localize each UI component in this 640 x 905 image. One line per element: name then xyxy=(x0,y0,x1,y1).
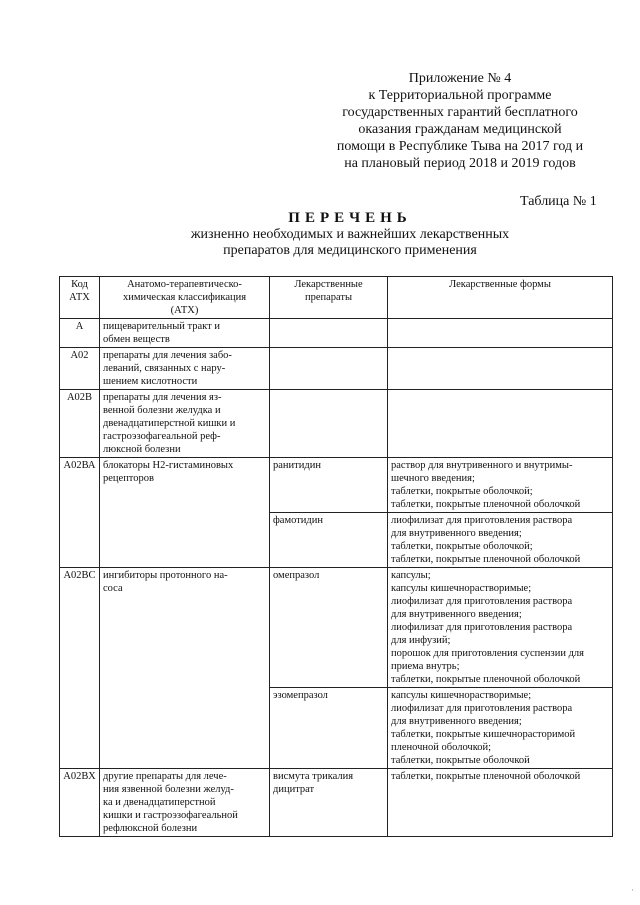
drug-name xyxy=(270,348,388,390)
drug-name-line: ранитидин xyxy=(273,460,321,471)
dosage-forms-line: пленочной оболочкой; xyxy=(391,742,492,753)
dosage-forms-line: раствор для внутривенного и внутримы- xyxy=(391,460,573,471)
table-row xyxy=(60,390,613,458)
atx-classification-line: блокаторы Н2-гистаминовых xyxy=(103,460,234,471)
appendix-line: Приложение № 4 xyxy=(408,71,512,86)
dosage-forms xyxy=(388,348,613,390)
appendix-line: к Территориальной программе xyxy=(368,88,552,103)
dosage-forms-line: таблетки, покрытые пленочной оболочкой xyxy=(391,771,581,782)
atx-code: А02В xyxy=(60,390,100,458)
table-row xyxy=(60,568,613,688)
drug-name-line: эзомепразол xyxy=(273,690,328,701)
atx-code: А xyxy=(60,319,100,348)
document-heading xyxy=(160,209,540,259)
drug-name xyxy=(270,458,388,513)
dosage-forms xyxy=(388,688,613,769)
header-text: химическая классификация xyxy=(122,292,247,303)
dosage-forms-line: капсулы; xyxy=(391,570,431,581)
dosage-forms-line: для внутривенного введения; xyxy=(391,528,522,539)
dosage-forms-line: для инфузий; xyxy=(391,635,451,646)
drug-name-line: фамотидин xyxy=(273,515,324,526)
dosage-forms-line: таблетки, покрытые оболочкой; xyxy=(391,486,533,497)
dosage-forms xyxy=(388,458,613,513)
dosage-forms-line: порошок для приготовления суспензии для xyxy=(391,648,584,659)
atx-classification-line: леваний, связанных с нару- xyxy=(103,363,226,374)
dosage-forms xyxy=(388,319,613,348)
appendix-line: помощи в Республике Тыва на 2017 год и xyxy=(336,139,584,154)
dosage-forms-line: для внутривенного введения; xyxy=(391,716,522,727)
dosage-forms-line: для внутривенного введения; xyxy=(391,609,522,620)
header-text: препараты xyxy=(304,292,353,303)
dosage-forms-line: лиофилизат для приготовления раствора xyxy=(391,515,573,526)
table-header-row xyxy=(60,277,613,319)
atx-classification xyxy=(100,319,270,348)
atx-classification-line: гастроэзофагеальной реф- xyxy=(103,431,221,442)
dosage-forms-line: лиофилизат для приготовления раствора xyxy=(391,703,573,714)
atx-classification-line: соса xyxy=(103,583,123,594)
atx-classification-line: двенадцатиперстной кишки и xyxy=(103,418,236,429)
drug-name xyxy=(270,390,388,458)
header-text: (АТХ) xyxy=(170,305,199,316)
table-row xyxy=(60,348,613,390)
atx-classification xyxy=(100,458,270,568)
drug-name-line: дицитрат xyxy=(273,784,315,795)
dosage-forms-line: лиофилизат для приготовления раствора xyxy=(391,596,573,607)
appendix-line: оказания гражданам медицинской xyxy=(358,122,562,137)
drug-name xyxy=(270,319,388,348)
drug-name-line: омепразол xyxy=(273,570,320,581)
drug-name xyxy=(270,769,388,837)
header-classification xyxy=(100,277,270,319)
dosage-forms xyxy=(388,513,613,568)
atx-classification-line: обмен веществ xyxy=(103,334,170,345)
page-edge-mark: · xyxy=(631,885,634,895)
drug-name xyxy=(270,568,388,688)
dosage-forms-line: таблетки, покрытые пленочной оболочкой xyxy=(391,674,581,685)
header-text: АТХ xyxy=(69,292,90,303)
document-subtitle: жизненно необходимых и важнейших лекарственных xyxy=(190,227,510,242)
atx-classification xyxy=(100,348,270,390)
header-text: Анатомо-терапевтическо- xyxy=(127,279,242,290)
document-title: ПЕРЕЧЕНЬ xyxy=(288,210,412,226)
appendix-line: на плановый период 2018 и 2019 годов xyxy=(344,156,576,171)
drug-list-table xyxy=(59,276,613,837)
appendix-line: государственных гарантий бесплатного xyxy=(342,105,578,120)
atx-classification-line: венной болезни желудка и xyxy=(103,405,221,416)
dosage-forms-line: таблетки, покрытые оболочкой xyxy=(391,755,530,766)
atx-code: А02ВХ xyxy=(60,769,100,837)
dosage-forms-line: таблетки, покрытые оболочкой; xyxy=(391,541,533,552)
dosage-forms-line: капсулы кишечнорастворимые; xyxy=(391,583,532,594)
atx-classification-line: ния язвенной болезни желуд- xyxy=(103,784,234,795)
header-text: Лекарственные формы xyxy=(449,279,551,290)
atx-classification-line: препараты для лечения яз- xyxy=(103,392,222,403)
atx-classification-line: рецепторов xyxy=(103,473,154,484)
dosage-forms-line: лиофилизат для приготовления раствора xyxy=(391,622,573,633)
document-subtitle: препаратов для медицинского применения xyxy=(223,243,477,258)
atx-classification xyxy=(100,568,270,769)
drug-name xyxy=(270,688,388,769)
dosage-forms xyxy=(388,390,613,458)
dosage-forms-line: приема внутрь; xyxy=(391,661,460,672)
drug-name-line: висмута трикалия xyxy=(273,771,354,782)
header-forms xyxy=(388,277,613,319)
header-drugs xyxy=(270,277,388,319)
atx-classification-line: люксной болезни xyxy=(103,444,181,455)
atx-classification-line: ка и двенадцатиперстной xyxy=(103,797,216,808)
atx-code: А02ВС xyxy=(60,568,100,769)
appendix-header xyxy=(300,70,620,172)
table-row xyxy=(60,458,613,513)
atx-code: А02ВА xyxy=(60,458,100,568)
atx-code: А02 xyxy=(60,348,100,390)
table-number: Таблица № 1 xyxy=(520,194,597,209)
atx-classification-line: препараты для лечения забо- xyxy=(103,350,232,361)
dosage-forms-line: таблетки, покрытые пленочной оболочкой xyxy=(391,499,581,510)
atx-classification-line: ингибиторы протонного на- xyxy=(103,570,228,581)
dosage-forms xyxy=(388,568,613,688)
table-row xyxy=(60,319,613,348)
atx-classification xyxy=(100,769,270,837)
atx-classification-line: шением кислотности xyxy=(103,376,198,387)
dosage-forms-line: шечного введения; xyxy=(391,473,475,484)
drug-name xyxy=(270,513,388,568)
atx-classification xyxy=(100,390,270,458)
atx-classification-line: кишки и гастроэзофагеальной xyxy=(103,810,238,821)
atx-classification-line: другие препараты для лече- xyxy=(103,771,227,782)
dosage-forms-line: капсулы кишечнорастворимые; xyxy=(391,690,532,701)
dosage-forms-line: таблетки, покрытые кишечнорасторимой xyxy=(391,729,576,740)
dosage-forms-line: таблетки, покрытые пленочной оболочкой xyxy=(391,554,581,565)
dosage-forms xyxy=(388,769,613,837)
table-body xyxy=(60,319,613,837)
atx-classification-line: пищеварительный тракт и xyxy=(103,321,220,332)
table-row xyxy=(60,769,613,837)
atx-classification-line: рефлюксной болезни xyxy=(103,823,198,834)
header-code xyxy=(60,277,100,319)
header-text: Лекарственные xyxy=(294,279,363,290)
header-text: Код xyxy=(71,279,88,290)
